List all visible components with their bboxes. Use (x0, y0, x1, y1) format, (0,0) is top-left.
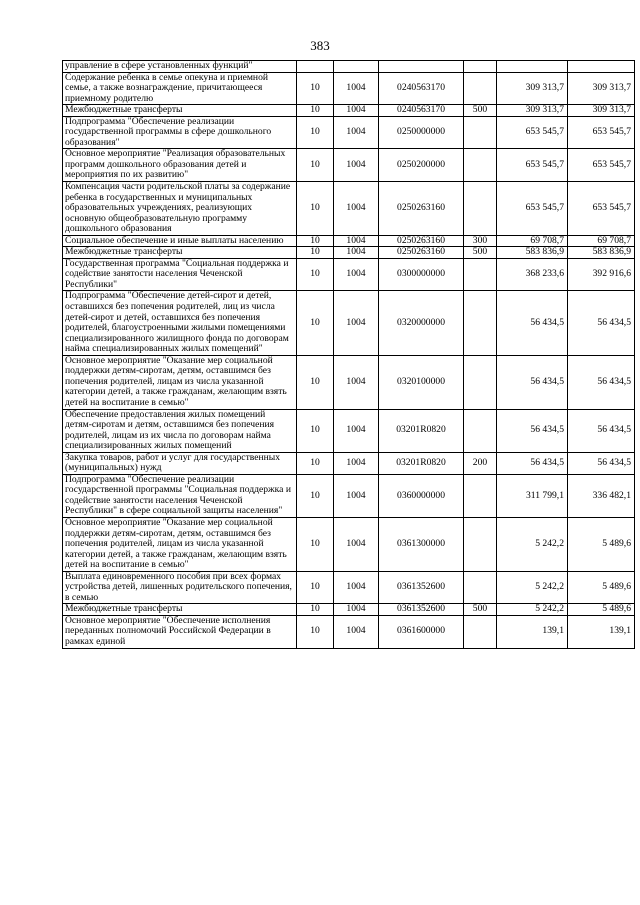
table-row (63, 571, 635, 604)
section-code-cell: 10 (297, 149, 334, 182)
section-code-cell: 10 (297, 571, 334, 604)
subsection-code-cell: 1004 (334, 105, 379, 117)
expense-type-cell (464, 571, 497, 604)
row-name-cell: Подпрограмма "Обеспечение детей-сирот и детей, оставшихся без попечения родителей, лиц из числа детей-сирот и детей, оставшихся без попечения родителей, благоустроенными жилыми помещениями специализированного жилищного фонда по договорам найма специализированных жилых помещений" (63, 291, 297, 355)
target-article-cell: 0320000000 (379, 291, 464, 355)
section-code-cell: 10 (297, 474, 334, 517)
row-name-cell: управление в сфере установленных функций" (63, 61, 297, 73)
expense-type-cell (464, 291, 497, 355)
table-row (63, 615, 635, 648)
amount-year1-cell: 368 233,6 (497, 258, 568, 291)
amount-year1-cell: 139,1 (497, 615, 568, 648)
subsection-code-cell: 1004 (334, 571, 379, 604)
table-row (63, 182, 635, 236)
row-name-cell: Компенсация части родительской платы за содержание ребенка в государственных и муниципальных образовательных учреждениях, реализующих основную общеобразовательную программу дошкольного образования (63, 182, 297, 236)
expense-type-cell (464, 409, 497, 452)
expense-type-cell: 500 (464, 604, 497, 616)
amount-year1-cell: 653 545,7 (497, 116, 568, 149)
target-article-cell: 0361600000 (379, 615, 464, 648)
row-name-cell: Социальное обеспечение и иные выплаты населению (63, 235, 297, 247)
subsection-code-cell: 1004 (334, 182, 379, 236)
subsection-code-cell: 1004 (334, 258, 379, 291)
amount-year1-cell: 5 242,2 (497, 604, 568, 616)
amount-year1-cell: 56 434,5 (497, 409, 568, 452)
amount-year2-cell: 653 545,7 (568, 182, 635, 236)
subsection-code-cell: 1004 (334, 291, 379, 355)
section-code-cell: 10 (297, 517, 334, 571)
amount-year1-cell (497, 61, 568, 73)
table-row (63, 355, 635, 409)
target-article-cell (379, 61, 464, 73)
budget-table (62, 60, 635, 649)
amount-year2-cell: 309 313,7 (568, 72, 635, 105)
section-code-cell: 10 (297, 72, 334, 105)
amount-year2-cell (568, 61, 635, 73)
amount-year2-cell: 5 489,6 (568, 604, 635, 616)
table-row (63, 474, 635, 517)
amount-year2-cell: 653 545,7 (568, 116, 635, 149)
target-article-cell: 0250000000 (379, 116, 464, 149)
subsection-code-cell: 1004 (334, 72, 379, 105)
amount-year1-cell: 56 434,5 (497, 355, 568, 409)
amount-year2-cell: 583 836,9 (568, 247, 635, 259)
subsection-code-cell: 1004 (334, 355, 379, 409)
target-article-cell: 0250263160 (379, 182, 464, 236)
expense-type-cell: 200 (464, 452, 497, 474)
expense-type-cell (464, 355, 497, 409)
section-code-cell: 10 (297, 615, 334, 648)
section-code-cell: 10 (297, 105, 334, 117)
row-name-cell: Закупка товаров, работ и услуг для государственных (муниципальных) нужд (63, 452, 297, 474)
target-article-cell: 0361352600 (379, 604, 464, 616)
target-article-cell: 0250263160 (379, 235, 464, 247)
subsection-code-cell: 1004 (334, 409, 379, 452)
subsection-code-cell: 1004 (334, 149, 379, 182)
subsection-code-cell: 1004 (334, 517, 379, 571)
table-row (63, 517, 635, 571)
target-article-cell: 0250200000 (379, 149, 464, 182)
amount-year1-cell: 56 434,5 (497, 452, 568, 474)
expense-type-cell (464, 72, 497, 105)
target-article-cell: 03201R0820 (379, 409, 464, 452)
amount-year1-cell: 309 313,7 (497, 72, 568, 105)
amount-year2-cell: 309 313,7 (568, 105, 635, 117)
section-code-cell: 10 (297, 258, 334, 291)
amount-year2-cell: 56 434,5 (568, 409, 635, 452)
expense-type-cell: 500 (464, 105, 497, 117)
amount-year1-cell: 653 545,7 (497, 149, 568, 182)
subsection-code-cell: 1004 (334, 235, 379, 247)
table-row (63, 149, 635, 182)
row-name-cell: Подпрограмма "Обеспечение реализации государственной программы в сфере дошкольного образования" (63, 116, 297, 149)
row-name-cell: Основное мероприятие "Реализация образовательных программ дошкольного образования детей и мероприятия по их развитию" (63, 149, 297, 182)
expense-type-cell (464, 615, 497, 648)
amount-year1-cell: 69 708,7 (497, 235, 568, 247)
amount-year2-cell: 56 434,5 (568, 291, 635, 355)
table-row (63, 247, 635, 259)
target-article-cell: 0361352600 (379, 571, 464, 604)
table-row (63, 61, 635, 73)
amount-year1-cell: 309 313,7 (497, 105, 568, 117)
amount-year1-cell: 56 434,5 (497, 291, 568, 355)
expense-type-cell (464, 517, 497, 571)
amount-year2-cell: 653 545,7 (568, 149, 635, 182)
subsection-code-cell (334, 61, 379, 73)
amount-year2-cell: 56 434,5 (568, 452, 635, 474)
amount-year2-cell: 336 482,1 (568, 474, 635, 517)
section-code-cell: 10 (297, 116, 334, 149)
target-article-cell: 0240563170 (379, 105, 464, 117)
section-code-cell: 10 (297, 452, 334, 474)
row-name-cell: Подпрограмма "Обеспечение реализации государственной программы "Социальная поддержка и содействие занятости населения Чеченской Республики" в сфере социальной защиты населения" (63, 474, 297, 517)
subsection-code-cell: 1004 (334, 247, 379, 259)
target-article-cell: 0250263160 (379, 247, 464, 259)
subsection-code-cell: 1004 (334, 452, 379, 474)
row-name-cell: Межбюджетные трансферты (63, 247, 297, 259)
page-number: 383 (310, 38, 330, 53)
expense-type-cell (464, 61, 497, 73)
expense-type-cell: 500 (464, 247, 497, 259)
target-article-cell: 0240563170 (379, 72, 464, 105)
target-article-cell: 0320100000 (379, 355, 464, 409)
table-row (63, 72, 635, 105)
amount-year2-cell: 392 916,6 (568, 258, 635, 291)
row-name-cell: Основное мероприятие "Оказание мер социальной поддержки детям-сиротам, детям, оставшимся без попечения родителей, лицам из числа указанной категории детей, а также гражданам, желающим взять детей на воспитание в семью" (63, 355, 297, 409)
amount-year1-cell: 311 799,1 (497, 474, 568, 517)
amount-year2-cell: 69 708,7 (568, 235, 635, 247)
row-name-cell: Государственная программа "Социальная поддержка и содействие занятости населения Чеченской Республики" (63, 258, 297, 291)
target-article-cell: 0360000000 (379, 474, 464, 517)
section-code-cell: 10 (297, 604, 334, 616)
subsection-code-cell: 1004 (334, 604, 379, 616)
section-code-cell: 10 (297, 409, 334, 452)
subsection-code-cell: 1004 (334, 615, 379, 648)
section-code-cell (297, 61, 334, 73)
amount-year1-cell: 5 242,2 (497, 517, 568, 571)
section-code-cell: 10 (297, 235, 334, 247)
table-row (63, 235, 635, 247)
row-name-cell: Выплата единовременного пособия при всех формах устройства детей, лишенных родительского попечения, в семью (63, 571, 297, 604)
row-name-cell: Основное мероприятие "Оказание мер социальной поддержки детям-сиротам, детям, оставшимся без попечения родителей, лицам из числа указанной категории детей, а также гражданам, желающим взять детей на воспитание в семью" (63, 517, 297, 571)
expense-type-cell (464, 116, 497, 149)
amount-year2-cell: 139,1 (568, 615, 635, 648)
target-article-cell: 0300000000 (379, 258, 464, 291)
row-name-cell: Основное мероприятие "Обеспечение исполнения переданных полномочий Российской Федерации в рамках единой (63, 615, 297, 648)
amount-year2-cell: 5 489,6 (568, 517, 635, 571)
section-code-cell: 10 (297, 355, 334, 409)
section-code-cell: 10 (297, 247, 334, 259)
row-name-cell: Межбюджетные трансферты (63, 105, 297, 117)
target-article-cell: 03201R0820 (379, 452, 464, 474)
table-row (63, 116, 635, 149)
amount-year1-cell: 583 836,9 (497, 247, 568, 259)
amount-year2-cell: 56 434,5 (568, 355, 635, 409)
expense-type-cell (464, 182, 497, 236)
subsection-code-cell: 1004 (334, 116, 379, 149)
table-row (63, 452, 635, 474)
table-row (63, 105, 635, 117)
subsection-code-cell: 1004 (334, 474, 379, 517)
table-row (63, 258, 635, 291)
table-row (63, 409, 635, 452)
expense-type-cell: 300 (464, 235, 497, 247)
expense-type-cell (464, 149, 497, 182)
table-row (63, 291, 635, 355)
amount-year1-cell: 653 545,7 (497, 182, 568, 236)
row-name-cell: Обеспечение предоставления жилых помещений детям-сиротам и детям, оставшимся без попечения родителей, лицам из их числа по договорам найма специализированных жилых помещений (63, 409, 297, 452)
expense-type-cell (464, 474, 497, 517)
amount-year1-cell: 5 242,2 (497, 571, 568, 604)
section-code-cell: 10 (297, 182, 334, 236)
section-code-cell: 10 (297, 291, 334, 355)
row-name-cell: Содержание ребенка в семье опекуна и приемной семье, а также вознаграждение, причитающееся приемному родителю (63, 72, 297, 105)
amount-year2-cell: 5 489,6 (568, 571, 635, 604)
target-article-cell: 0361300000 (379, 517, 464, 571)
table-row (63, 604, 635, 616)
expense-type-cell (464, 258, 497, 291)
row-name-cell: Межбюджетные трансферты (63, 604, 297, 616)
